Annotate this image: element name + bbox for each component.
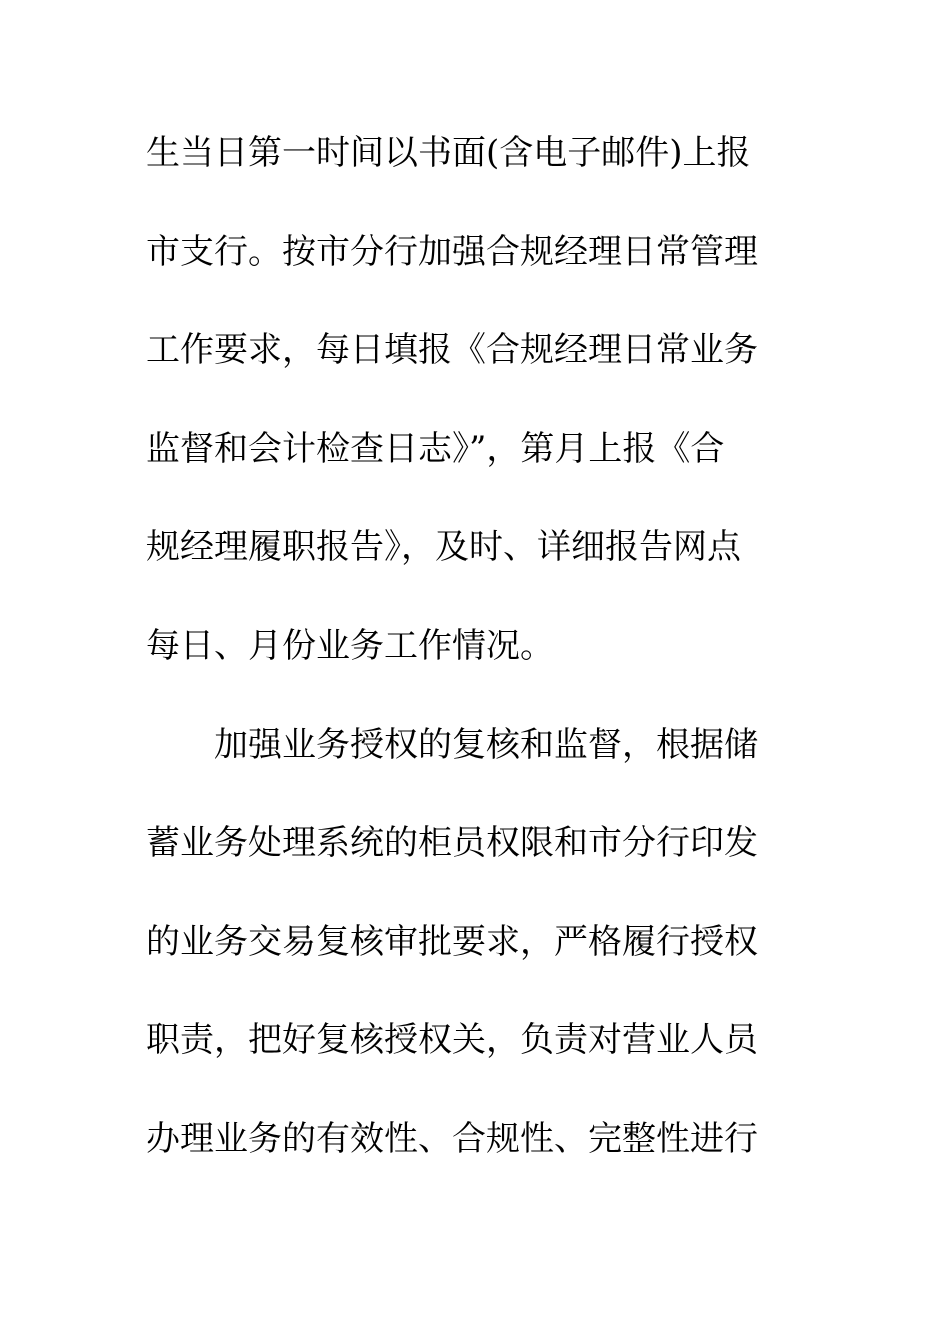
text-line-1: 生当日第一时间以书面(含电子邮件)上报 xyxy=(146,133,751,173)
text-line-7-paragraph-start: 加强业务授权的复核和监督，根据储 xyxy=(214,724,758,765)
text-line-8: 蓄业务处理系统的柜员权限和市分行印发 xyxy=(146,823,758,864)
text-line-5: 规经理履职报告》，及时、详细报告网点 xyxy=(146,527,741,568)
text-line-10: 职责，把好复核授权关，负责对营业人员 xyxy=(146,1020,758,1061)
body-text xyxy=(146,127,786,1212)
text-line-2: 市支行。按市分行加强合规经理日常管理 xyxy=(146,231,758,272)
text-line-11: 办理业务的有效性、合规性、完整性进行 xyxy=(146,1118,758,1159)
text-line-9: 的业务交易复核审批要求，严格履行授权 xyxy=(146,921,758,962)
text-line-3: 工作要求，每日填报《合规经理日常业务 xyxy=(146,330,758,371)
text-line-6: 每日、月份业务工作情况。 xyxy=(146,625,554,666)
text-line-4: 监督和会计检查日志》”，第月上报《合 xyxy=(146,428,725,469)
